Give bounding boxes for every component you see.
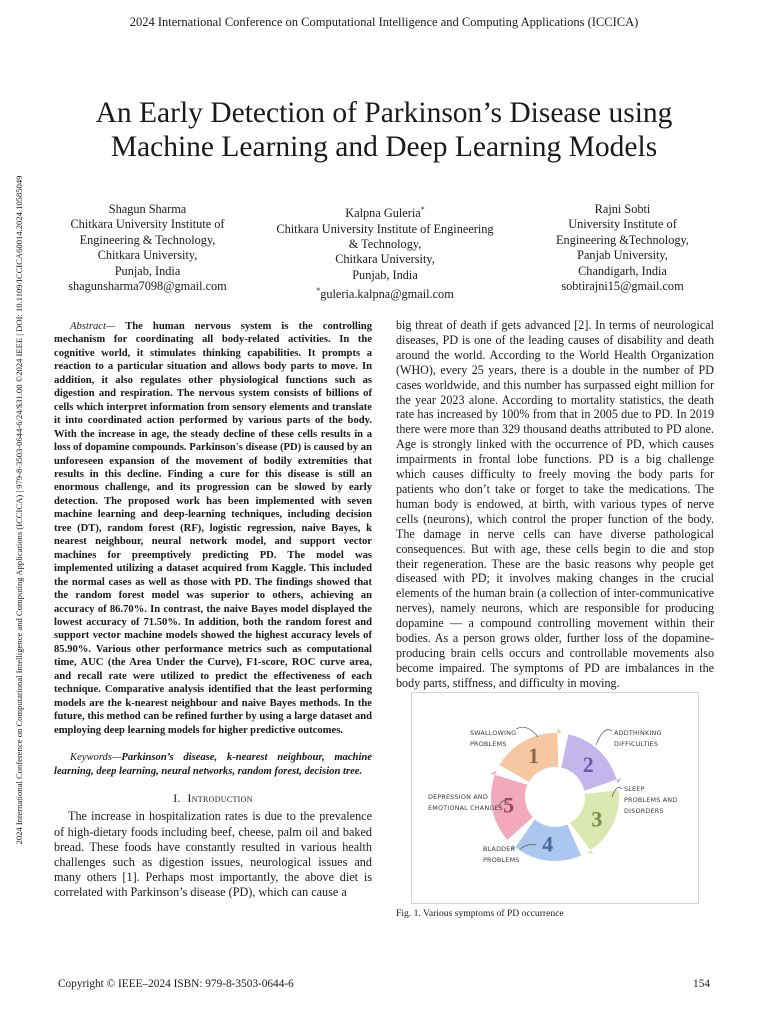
paper-title [60, 96, 708, 164]
segment-label-3: DISORDERS [624, 807, 664, 815]
author-affiliation: University Institute of [568, 217, 677, 232]
abstract-text: The human nervous system is the controlling mechanism for coordinating all body-related activities. In the cognitive world, it stimulates thinking capabilities. It prompts a reaction to a particular situation and allows body parts to move. In addition, it also regulates other physiological functions such as digestion and respiration. The nervous system consists of billions of cells which interpret information from sensory elements and translate it into coordinated action performed by various parts of the body. With the increase in age, the steady decline of these cells results in a loss of dopamine compounds. Parkinson's disease (PD) is caused by an unforeseen expansion of the movement of bodily extremities that results in this decline. Finding a cure for this disease is still an enormous challenge, and its progression can be slowed by early detection. The proposed work has been implemented with seven machine learning and deep-learning techniques, including decision tree (DT), random forest (RF), logistic regression, naive Bayes, k nearest neighbour, neural network model, and support vector machines for preemptively predicting PD. The model was implemented utilizing a dataset acquired from Kaggle. This included the normal cases as well as those with PD. The findings showed that the random forest model was superior to others, achieving an accuracy of 86.70%. In contrast, the naive Bayes model displayed the lowest accuracy of 71.50%. In addition, both the random forest and support vector machine models showed the highest accuracy levels of 85.90%. Various other performance metrics such as computational time, AUC (the Area Under the Curve), F1-score, ROC curve area, and recall rate were utilized to predict the effectiveness of each technique. Comparative analysis identified that the least performing models are the k-nearest neighbour and naive Bayes methods. In the future, this method can be refined further by using a large dataset and employing deep learning models for higher predictive outcomes. [54, 321, 372, 736]
left-column [54, 320, 372, 900]
author-name: Kalpna Guleria [345, 206, 421, 221]
page-number: 154 [693, 978, 710, 990]
author-affiliation: Chandigarh, India [578, 263, 667, 278]
segment-label-3: PROBLEMS AND [624, 796, 678, 804]
author-affiliation: Engineering & Technology, [79, 232, 216, 247]
keywords-text: Parkinson’s disease, k-nearest neighbour, machine learning, deep learning, neural networks, random forest, decision tree. [54, 752, 372, 777]
footer-copyright: Copyright © IEEE–2024 ISBN: 979-8-3503-0644-6 [58, 978, 294, 990]
segment-label-5: EMOTIONAL CHANGES [428, 804, 504, 812]
label-connector [596, 730, 612, 745]
segment-label-3: SLEEP [624, 785, 645, 793]
author-3 [535, 202, 710, 303]
author-block [60, 202, 720, 303]
title-line-1: An Early Detection of Parkinson’s Disease using [95, 97, 673, 129]
author-affiliation: Punjab, India [114, 263, 181, 278]
author-affiliation: Chitkara University, [335, 252, 435, 267]
author-email: shagunsharma7098@gmail.com [68, 279, 227, 294]
author-1 [60, 202, 235, 303]
symptom-cycle-diagram [412, 693, 698, 903]
author-affiliation: Panjab University, [577, 248, 668, 263]
figure-1 [411, 692, 699, 904]
segment-label-1: SWALLOWING [470, 729, 517, 737]
label-connector [516, 727, 538, 737]
segment-label-2: DIFFICULTIES [614, 740, 659, 748]
doi-side-strip [12, 110, 26, 910]
keywords [54, 751, 372, 778]
corresponding-marker: * [316, 286, 321, 296]
segment-number-4: 4 [542, 831, 554, 857]
corresponding-marker: * [420, 205, 425, 214]
author-affiliation: Chitkara University Institute of Engineering [276, 221, 494, 236]
intro-paragraph-left: The increase in hospitalization rates is due to the prevalence of high-dietary foods including beef, cheese, palm oil and baked bread. These foods have constantly resulted in various health challenges such as digestion issues, neurological issues and many others [1]. Perhaps most importantly, the above diet is correlated with Parkinson’s disease (PD), which can cause a [54, 809, 372, 899]
author-affiliation: & Technology, [348, 236, 422, 251]
author-email: sobtirajni15@gmail.com [561, 279, 684, 294]
conference-header: 2024 International Conference on Computational Intelligence and Computing Applications (ICCICA) [129, 15, 639, 29]
author-affiliation: Chitkara University Institute of [70, 217, 225, 232]
section-number: I. [173, 790, 181, 805]
author-email: guleria.kalpna@gmail.com [320, 287, 454, 302]
abstract-label: Abstract— [70, 321, 116, 332]
right-column [396, 318, 714, 691]
author-name: Shagun Sharma [108, 202, 187, 216]
segment-number-3: 3 [591, 806, 603, 832]
title-line-2: Machine Learning and Deep Learning Models [110, 131, 658, 163]
figure-caption: Fig. 1. Various symptoms of PD occurrence [396, 908, 564, 919]
ring-group [490, 728, 621, 861]
doi-text: 2024 International Conference on Computational Intelligence and Computing Applications (ICCICA) | 979-8-3503-0644-6/24/$31.00 ©2024 IEEE | DOI: 10.1109/ICCICA60014.2024.10585049 [14, 175, 24, 845]
section-title: Introduction [187, 790, 253, 805]
segment-label-4: PROBLEMS [483, 856, 520, 864]
abstract [54, 320, 372, 737]
segment-number-1: 1 [528, 743, 540, 769]
author-affiliation: Punjab, India [352, 267, 418, 282]
segment-number-2: 2 [582, 751, 594, 777]
keywords-label: Keywords— [70, 752, 122, 764]
author-affiliation: Engineering &Technology, [556, 232, 689, 247]
author-name: Rajni Sobti [594, 202, 651, 216]
segment-label-5: DEPRESSION AND [428, 793, 489, 801]
intro-paragraph-right: big threat of death if gets advanced [2]. In terms of neurological diseases, PD is one of the leading causes of disability and death around the world. According to the World Health Organization (WHO), every 25 years, there is a double in the number of PD cases worldwide, and this number has surpassed eight million for the year 2023 alone. According to mortality statistics, the death rate has increased by 100% from that in 2005 due to PD. In 2019 there were more than 329 thousand deaths attributed to PD alone. Age is strongly linked with the occurrence of PD, which causes impairments in frontal lobe functions. PD is a big challenge which causes difficulty to freely moving the body parts for patients who don’t take or forget to take the medications. The human body is endowed, at birth, with various types of nerve cells (neurons), which control the proper function of the body. The damage in nerve cells can have diverse pathological consequences. But with age, these cells begin to die and stop their regeneration. These are the basic reasons why people get diseased with PD; it involves making changes in the crucial elements of the human brain (a collection of inter-communicative nerves), namely neurons, which are responsible for producing dopamine — a compound controlling movement within their bodies. As a person grows older, further loss of the dopamine-producing brain cells occurs and controllable movements also become impaired. The symptoms of PD are imbalances in the body parts, stiffness, and difficulty in moving. [396, 318, 714, 690]
author-2 [273, 202, 498, 303]
section-heading [54, 792, 372, 805]
segment-number-5: 5 [503, 792, 515, 818]
segment-label-2: ADDTHINKING [614, 729, 662, 737]
segment-label-1: PROBLEMS [470, 740, 507, 748]
segment-label-4: BLADDER [483, 845, 516, 853]
author-affiliation: Chitkara University, [97, 248, 198, 263]
